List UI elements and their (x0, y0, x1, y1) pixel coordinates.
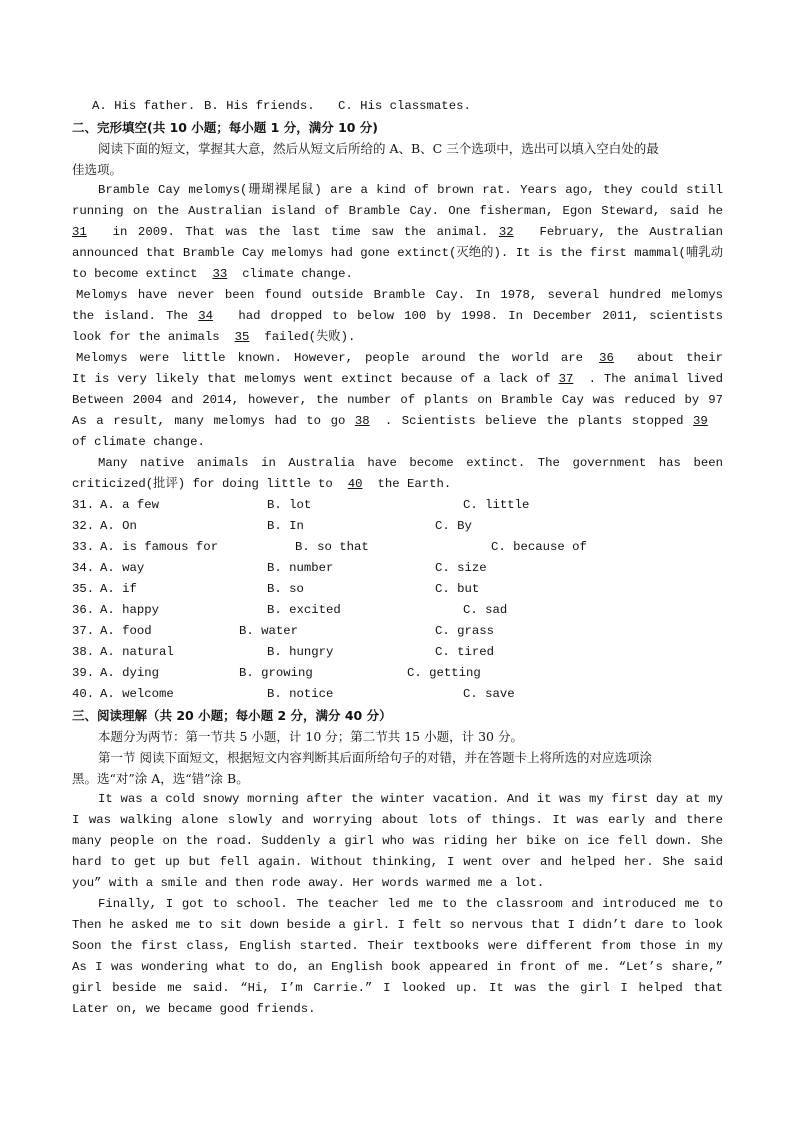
reading-line: you” with a smile and then rode away. Her words warmed me a lot. (72, 876, 545, 890)
option-b: B. His friends. (204, 99, 315, 113)
section3-instruction-2: 黑。选“对”涂 A，选“错”涂 B。 (72, 771, 249, 786)
passage-line: 31 in 2009. That was the last time saw the animal. 32 February, the Australian (72, 222, 723, 243)
reading-line: Then he asked me to sit down beside a girl. I felt so nervous that I didn’t dare to look (72, 918, 723, 932)
reading-line: many people on the road. Suddenly a girl who was riding her bike on ice fell down. She (72, 834, 723, 848)
blank-31: 31 (72, 225, 87, 239)
option-c: C. His classmates. (338, 99, 471, 113)
question-row: 34. A. way B. number C. size (72, 561, 487, 575)
passage-line: announced that Bramble Cay melomys had gone extinct(灭绝的). It is the first mammal(哺乳动 (72, 246, 723, 260)
option-a: A. His father. (92, 99, 196, 113)
passage-line: As a result, many melomys had to go 38 . Scientists believe the plants stopped 39 (72, 411, 723, 432)
reading-line: Finally, I got to school. The teacher led me to the classroom and introduced me to (98, 897, 723, 911)
blank-34: 34 (198, 309, 213, 323)
passage-line: Bramble Cay melomys(珊瑚裸尾鼠) are a kind of brown rat. Years ago, they could still (98, 183, 723, 197)
blank-33: 33 (212, 267, 228, 281)
blank-38: 38 (354, 414, 370, 428)
blank-32: 32 (498, 225, 514, 239)
blank-37: 37 (558, 372, 574, 386)
question-row: 35. A. if B. so C. but (72, 582, 480, 596)
question-row: 31. A. a few B. lot C. little (72, 498, 530, 512)
passage-line: Melomys have never been found outside Bramble Cay. In 1978, several hundred melomys (76, 288, 723, 302)
reading-line: Later on, we became good friends. (72, 1002, 316, 1016)
question-row: 39. A. dying B. growing C. getting (72, 666, 481, 680)
blank-36: 36 (599, 351, 614, 365)
blank-40: 40 (347, 477, 363, 491)
section3-instruction-1: 第一节 阅读下面短文，根据短文内容判断其后面所给句子的对错，并在答题卡上将所选的对应选项涂 (98, 750, 652, 765)
passage-line: criticized(批评) for doing little to 40 the Earth. (72, 474, 723, 495)
reading-line: I was walking alone slowly and worrying about lots of things. It was early and there (72, 813, 723, 827)
passage-line: running on the Australian island of Bramble Cay. One fisherman, Egon Steward, said he (72, 204, 723, 218)
question-row: 33. A. is famous for B. so that C. because of (72, 540, 587, 554)
passage-line: of climate change. (72, 435, 205, 449)
question-row: 38. A. natural B. hungry C. tired (72, 645, 495, 659)
reading-line: It was a cold snowy morning after the winter vacation. And it was my first day at my (98, 792, 723, 806)
passage-line: It is very likely that melomys went extinct because of a lack of 37 . The animal lived (72, 369, 723, 390)
reading-line: hard to get up but fell again. Without thinking, I went over and helped her. She said (72, 855, 723, 869)
passage-line: to become extinct 33 climate change. (72, 264, 723, 285)
section2-instruction-1: 阅读下面的短文，掌握其大意，然后从短文后所给的 A、B、C 三个选项中，选出可以填入空白处的最 (98, 141, 659, 156)
blank-39: 39 (693, 414, 708, 428)
reading-line: girl beside me said. “Hi, I’m Carrie.” I looked up. It was the girl I helped that (72, 981, 723, 995)
question-row: 40. A. welcome B. notice C. save (72, 687, 515, 701)
passage-line: look for the animals 35 failed(失败). (72, 327, 723, 348)
question-row: 37. A. food B. water C. grass (72, 624, 495, 638)
passage-line: Between 2004 and 2014, however, the number of plants on Bramble Cay was reduced by 97 (72, 393, 723, 407)
blank-35: 35 (234, 330, 250, 344)
section2-title: 二、完形填空(共 10 小题；每小题 1 分，满分 10 分) (72, 120, 379, 135)
reading-line: As I was wondering what to do, an English book appeared in front of me. “Let’s share,” (72, 960, 723, 974)
question-row: 32. A. On B. In C. By (72, 519, 472, 533)
passage-line: Many native animals in Australia have become extinct. The government has been (98, 456, 723, 470)
top-options (72, 96, 723, 117)
reading-line: Soon the first class, English started. Their textbooks were different from those in my (72, 939, 723, 953)
question-row: 36. A. happy B. excited C. sad (72, 603, 508, 617)
exam-page (72, 96, 723, 1020)
section3-title: 三、阅读理解（共 20 小题；每小题 2 分，满分 40 分） (72, 708, 392, 723)
section2-instruction-2: 佳选项。 (72, 162, 123, 177)
passage-line: Melomys were little known. However, people around the world are 36 about their (72, 348, 723, 369)
passage-line: the island. The 34 had dropped to below 100 by 1998. In December 2011, scientists (72, 306, 723, 327)
section3-note: 本题分为两节：第一节共 5 小题，计 10 分；第二节共 15 小题，计 30 分。 (98, 729, 523, 744)
